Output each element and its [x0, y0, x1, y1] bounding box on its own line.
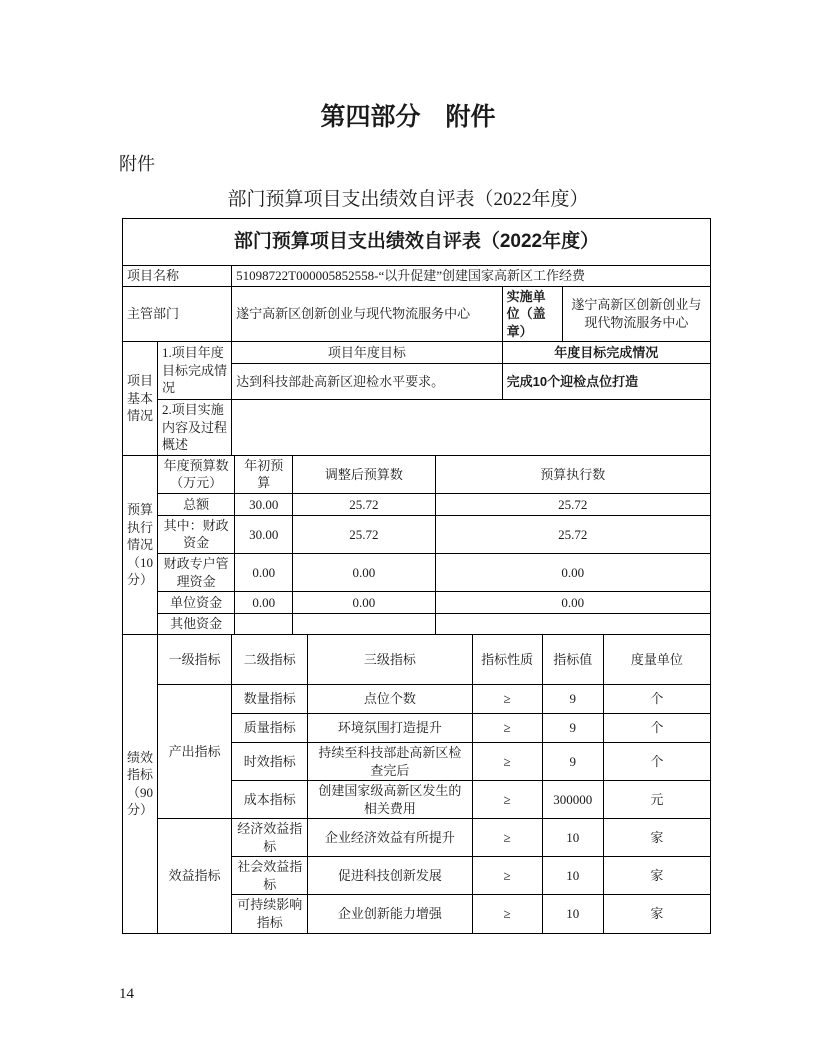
- indicator-nature: ≥: [472, 819, 542, 857]
- evaluation-table: [122, 218, 711, 934]
- budget-cell: 0.00: [293, 592, 435, 614]
- budget-row-total: [123, 493, 711, 515]
- indicator-level2: 可持续影响指标: [232, 895, 308, 933]
- indicator-header-nature: 指标性质: [472, 635, 542, 685]
- indicator-level2: 社会效益指标: [232, 857, 308, 895]
- indicator-nature: ≥: [472, 714, 542, 743]
- project-info-section: [122, 265, 711, 342]
- budget-cell: 25.72: [293, 515, 435, 553]
- empty-cell: [235, 614, 293, 635]
- indicator-level3: 持续至科技部赴高新区检查完后: [308, 743, 472, 781]
- budget-row-label: 其中：财政资金: [158, 515, 235, 553]
- indicator-value: 9: [542, 685, 603, 714]
- budget-row-fiscal: [123, 515, 711, 553]
- budget-cell: 0.00: [293, 554, 435, 592]
- section-heading: 第四部分 附件: [320, 103, 496, 131]
- indicator-unit: 家: [603, 857, 710, 895]
- budget-cell: 25.72: [293, 493, 435, 515]
- budget-row-unit-funds: [123, 592, 711, 614]
- indicator-unit: 个: [603, 743, 710, 781]
- indicator-row-quantity: [123, 685, 711, 714]
- project-name-label: 项目名称: [123, 266, 232, 287]
- completion-header: 年度目标完成情况: [502, 342, 710, 364]
- benefit-group-label: 效益指标: [158, 819, 232, 933]
- indicator-level2: 经济效益指标: [232, 819, 308, 857]
- goal-text: 达到科技部赴高新区迎检水平要求。: [232, 364, 502, 400]
- indicator-unit: 个: [603, 685, 710, 714]
- indicator-level3: 企业创新能力增强: [308, 895, 472, 933]
- budget-group-label: 预算执行情况（10分）: [123, 455, 158, 634]
- budget-section: [122, 455, 711, 635]
- indicator-level3: 创建国家级高新区发生的相关费用: [308, 781, 472, 819]
- indicator-level2: 成本指标: [232, 781, 308, 819]
- indicator-header-level1: 一级指标: [158, 635, 232, 685]
- indicator-level3: 环境氛围打造提升: [308, 714, 472, 743]
- goal-header: 项目年度目标: [232, 342, 502, 364]
- indicator-level2: 质量指标: [232, 714, 308, 743]
- indicator-level3: 点位个数: [308, 685, 472, 714]
- indicator-header-value: 指标值: [542, 635, 603, 685]
- indicator-value: 10: [542, 819, 603, 857]
- budget-col-adjusted: 调整后预算数: [293, 455, 435, 493]
- impl-unit-value: 遂宁高新区创新创业与现代物流服务中心: [562, 286, 710, 342]
- budget-row-label: 单位资金: [158, 592, 235, 614]
- indicator-header-level3: 三级指标: [308, 635, 472, 685]
- indicator-unit: 个: [603, 714, 710, 743]
- indicator-nature: ≥: [472, 895, 542, 933]
- budget-row-other-funds: [123, 614, 711, 635]
- table-title-section: [122, 218, 711, 266]
- basic-info-section: [122, 341, 711, 456]
- empty-cell: [293, 614, 435, 635]
- budget-cell: 25.72: [435, 493, 711, 515]
- dept-label: 主管部门: [123, 286, 232, 342]
- indicator-value: 9: [542, 743, 603, 781]
- dept-value: 遂宁高新区创新创业与现代物流服务中心: [232, 286, 502, 342]
- project-name-value: 51098722T000005852558-“以升促建”创建国家高新区工作经费: [232, 266, 711, 287]
- indicator-nature: ≥: [472, 857, 542, 895]
- indicator-level3: 企业经济效益有所提升: [308, 819, 472, 857]
- budget-cell: 25.72: [435, 515, 711, 553]
- implementation-row-label: 2.项目实施内容及过程概述: [158, 400, 232, 456]
- annual-goal-row-label: 1.项目年度目标完成情况: [158, 342, 232, 400]
- output-group-label: 产出指标: [158, 685, 232, 819]
- page-number: 14: [119, 986, 134, 1002]
- budget-row-label: 其他资金: [158, 614, 235, 635]
- budget-col-executed: 预算执行数: [435, 455, 711, 493]
- table-title: 部门预算项目支出绩效自评表（2022年度）: [123, 219, 711, 266]
- indicator-unit: 元: [603, 781, 710, 819]
- indicator-unit: 家: [603, 819, 710, 857]
- budget-row-special-account: [123, 554, 711, 592]
- indicator-level2: 数量指标: [232, 685, 308, 714]
- basic-group-label: 项目基本情况: [123, 342, 158, 456]
- attachment-label: 附件: [119, 154, 155, 174]
- indicator-nature: ≥: [472, 743, 542, 781]
- budget-cell: 0.00: [435, 592, 711, 614]
- indicator-value: 10: [542, 857, 603, 895]
- budget-cell: 0.00: [235, 554, 293, 592]
- indicator-row-economic: [123, 819, 711, 857]
- empty-cell: [435, 614, 711, 635]
- indicator-header-unit: 度量单位: [603, 635, 710, 685]
- completion-text: 完成10个迎检点位打造: [502, 364, 710, 400]
- budget-cell: 30.00: [235, 493, 293, 515]
- budget-header-label: 年度预算数（万元）: [158, 455, 235, 493]
- budget-row-label: 财政专户管理资金: [158, 554, 235, 592]
- budget-cell: 30.00: [235, 515, 293, 553]
- budget-cell: 0.00: [435, 554, 711, 592]
- indicators-section: [122, 634, 711, 933]
- indicator-nature: ≥: [472, 685, 542, 714]
- indicator-value: 10: [542, 895, 603, 933]
- budget-col-initial: 年初预算: [235, 455, 293, 493]
- implementation-row-value: [232, 400, 711, 456]
- budget-cell: 0.00: [235, 592, 293, 614]
- document-subtitle: 部门预算项目支出绩效自评表（2022年度）: [227, 189, 589, 210]
- budget-row-label: 总额: [158, 493, 235, 515]
- indicator-level3: 促进科技创新发展: [308, 857, 472, 895]
- indicators-group-label: 绩效指标（90分）: [123, 635, 158, 933]
- impl-unit-label: 实施单位（盖章）: [502, 286, 562, 342]
- indicator-level2: 时效指标: [232, 743, 308, 781]
- indicator-value: 300000: [542, 781, 603, 819]
- indicator-unit: 家: [603, 895, 710, 933]
- indicator-header-level2: 二级指标: [232, 635, 308, 685]
- indicator-nature: ≥: [472, 781, 542, 819]
- indicator-value: 9: [542, 714, 603, 743]
